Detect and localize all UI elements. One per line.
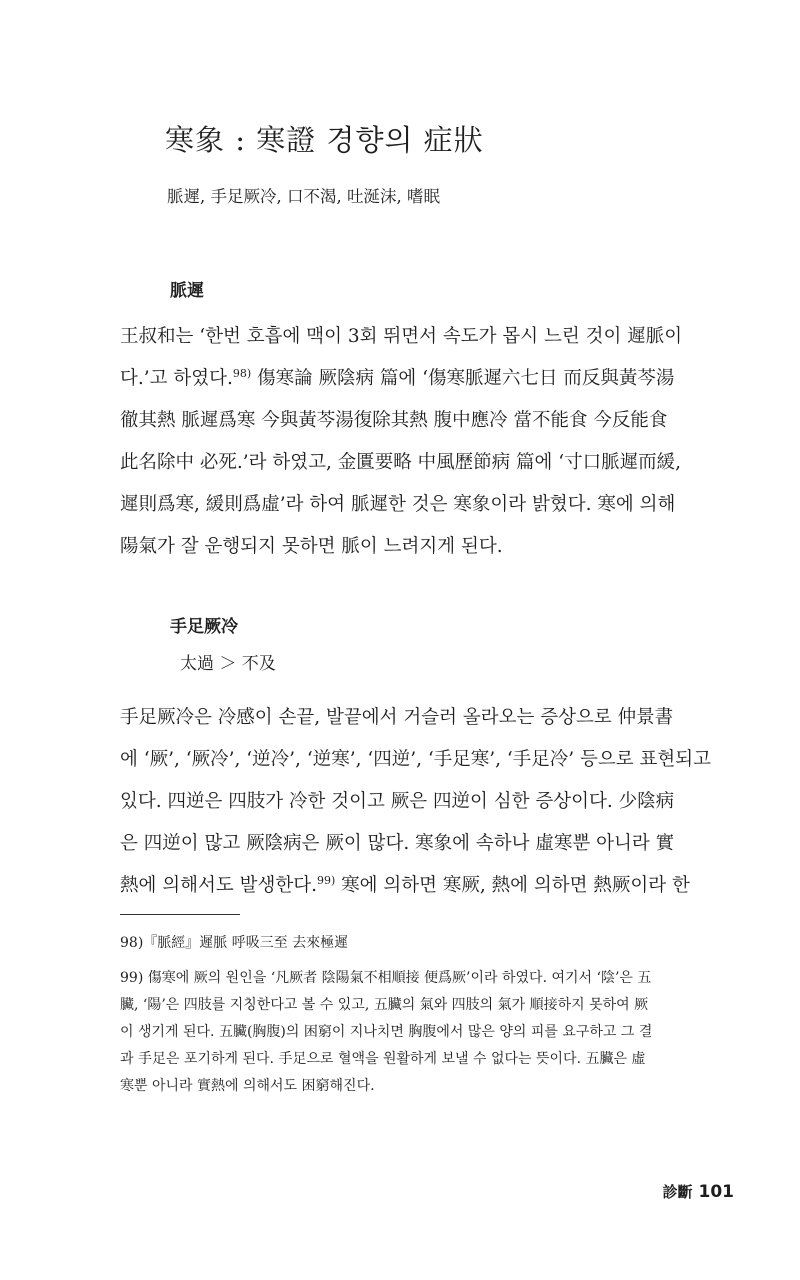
page-title: 寒象 : 寒證 경향의 症狀 [165,123,484,157]
footnote-line: 臟, ‘陽’은 四肢를 지칭한다고 볼 수 있고, 五臟의 氣와 四肢의 氣가 順接하지 못하여 厥 [120,997,649,1013]
section-heading-pulse: 脈遲 [170,281,204,301]
footnote-98 [120,930,740,957]
footnote-line: 寒뿐 아니라 實熱에 의해서도 困窮해진다. [120,1078,375,1094]
body-line: 王叔和는 ‘한번 호흡에 맥이 3회 뛰면서 속도가 몹시 느린 것이 遲脈이 [120,326,683,347]
body-text: 熱에 의해서도 발생한다. [120,875,317,896]
page-footer [662,1181,734,1202]
body-line: 은 四逆이 많고 厥陰病은 厥이 많다. 寒象에 속하나 虛寒뿐 아니라 實 [120,833,675,854]
footnote-line: 99) 傷寒에 厥의 원인을 ‘凡厥者 陰陽氣不相順接 便爲厥’이라 하였다. 여기서 ‘陰’은 五 [120,970,652,986]
footnote-divider [120,914,240,915]
body-line: 此名除中 必死.’라 하였고, 金匱要略 中風歷節病 篇에 ‘寸口脈遲而緩, [120,452,682,473]
footnote-ref-99: 99) [316,873,336,887]
body-line: 徹其熱 脈遲爲寒 今與黃芩湯復除其熱 腹中應冷 當不能食 今反能食 [120,410,668,431]
body-line: 手足厥冷은 冷感이 손끝, 발끝에서 거슬러 올라오는 증상으로 仲景書 [120,707,674,728]
section-heading-cold-limbs: 手足厥冷 [170,617,238,637]
page-number: 101 [698,1182,734,1202]
section-body-cold-limbs [120,697,740,907]
body-line: 陽氣가 잘 운행되지 못하면 脈이 느려지게 된다. [120,536,503,557]
footnote-line: 과 手足은 포기하게 된다. 手足으로 혈액을 원활하게 보낼 수 없다는 뜻이다. 五臟은 虛 [120,1051,646,1067]
body-text: 寒에 의하면 寒厥, 熱에 의하면 熱厥이라 한 [335,875,690,896]
footnote-line: 98)『脈經』遲脈 呼吸三至 去來極遲 [120,935,349,951]
body-text: 傷寒論 厥陰病 篇에 ‘傷寒脈遲六七日 而反與黃芩湯 [251,368,675,389]
body-line: 遲則爲寒, 緩則爲虛’라 하여 脈遲한 것은 寒象이라 밝혔다. 寒에 의해 [120,494,676,515]
body-line [120,358,740,400]
body-line: 있다. 四逆은 四肢가 冷한 것이고 厥은 四逆이 심한 증상이다. 少陰病 [120,791,675,812]
footnote-99 [120,965,740,1100]
running-section-title: 診斷 [662,1183,693,1201]
body-line [120,865,740,907]
section-subheading: 太過 ＞ 不及 [180,654,276,674]
symptom-list: 脈遲, 手足厥冷, 口不渴, 吐涎沫, 嗜眠 [167,187,440,206]
body-text: 다.’고 하였다. [120,368,233,389]
footnote-ref-98: 98) [232,366,252,380]
section-body-pulse [120,316,740,568]
body-line: 에 ‘厥’, ‘厥冷’, ‘逆冷’, ‘逆寒’, ‘四逆’, ‘手足寒’, ‘手足冷’ 등으로 표현되고 [120,749,712,770]
footnote-line: 이 생기게 된다. 五臟(胸腹)의 困窮이 지나치면 胸腹에서 많은 양의 피를 요구하고 그 결 [120,1024,653,1040]
